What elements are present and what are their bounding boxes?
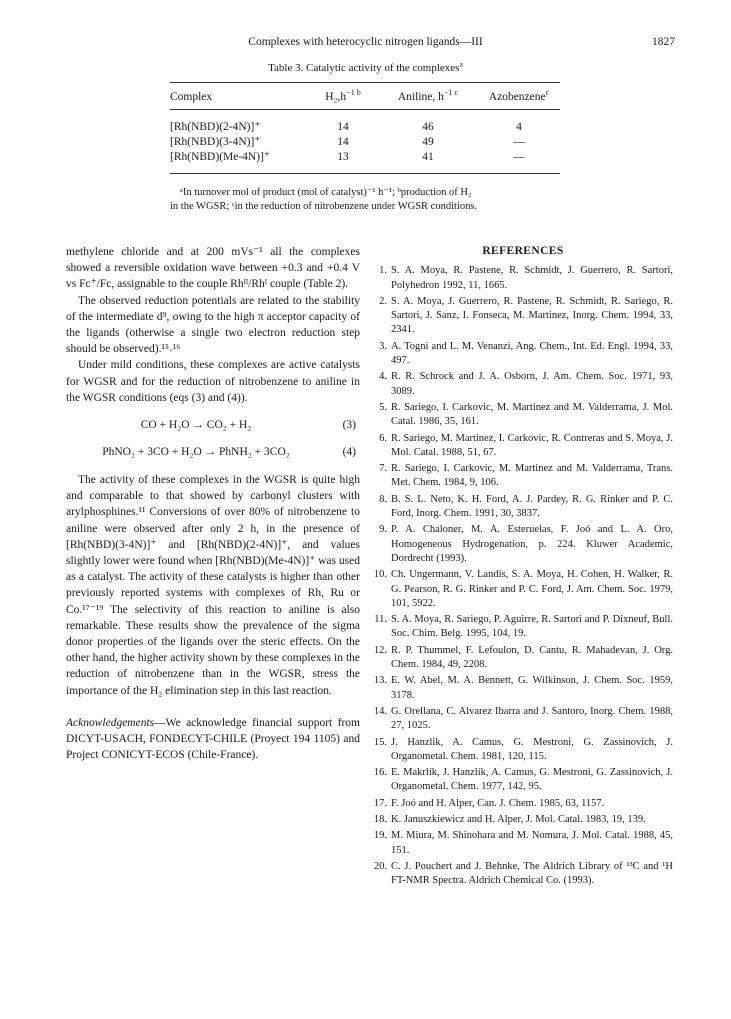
reference-text: A. Togni and L. M. Venanzi, Ang. Chem., Int. Ed. Engl. 1994, 33, 497. bbox=[391, 340, 673, 367]
column-header-azobenzene: Azobenzene$^c$ bbox=[478, 83, 560, 110]
cell-aniline: 49 bbox=[422, 136, 434, 148]
reference-text: E. W. Abel, M. A. Bennett, G. Wilkinson, J. Chem. Soc. 1959, 3178. bbox=[391, 675, 673, 701]
reference-item bbox=[373, 705, 673, 734]
table-header-row bbox=[170, 83, 560, 110]
equation-4 bbox=[66, 439, 360, 466]
reference-item bbox=[373, 860, 673, 889]
cell-h2: 14 bbox=[337, 136, 349, 148]
footnote-line-1: ᵃIn turnover mol of product (mol of catalyst)⁻¹ h⁻¹; ᵇproduction of H₂ bbox=[180, 187, 472, 198]
reference-item bbox=[373, 401, 673, 430]
reference-text: M. Miura, M. Shinohara and M. Nomura, J. Mol. Catal. 1988, 45, 151. bbox=[391, 830, 673, 856]
reference-text: R. R. Schrock and J. A. Osborn, J. Am. Chem. Soc. 1971, 93, 3089. bbox=[391, 371, 673, 397]
reference-number: 13. bbox=[373, 675, 387, 687]
table-footnotes bbox=[170, 186, 570, 214]
reference-text: S. A. Moya, R. Pastene, R. Schmidt, J. Guerrero, R. Sartori, Polyhedron 1992, 11, 1665. bbox=[391, 265, 673, 291]
equation-3-body: CO + H₂O → CO₂ + H₂ bbox=[140, 419, 252, 432]
reference-item bbox=[373, 568, 673, 611]
table-caption bbox=[0, 59, 731, 74]
table-caption-text: Table 3. Catalytic activity of the complexes bbox=[268, 62, 460, 74]
reference-item bbox=[373, 766, 673, 795]
reference-number: 8. bbox=[379, 493, 387, 505]
reference-text: K. Januszkiewicz and H. Alper, J. Mol. Catal. 1983, 19, 139. bbox=[391, 813, 646, 825]
body-paragraph-2: The observed reduction potentials are related to the stability of the intermediate d⁹, owing to the high π acceptor capacity of the ligands (otherwise a single two electron reduction step should be observed).¹⁵˒¹⁶ bbox=[66, 294, 360, 356]
reference-text: C. J. Pouchert and J. Behnke, The Aldrich Library of ¹³C and ¹H FT-NMR Spectra. Aldrich Chemical Co. (1993). bbox=[391, 860, 673, 887]
cell-complex: [Rh(NBD)(2-4N)]⁺ bbox=[170, 121, 261, 133]
reference-number: 18. bbox=[373, 813, 387, 825]
reference-number: 19. bbox=[373, 830, 387, 842]
equation-3-number: (3) bbox=[342, 419, 356, 432]
reference-text: R. Sariego, M. Martinez, I. Carkovic, R. Contreras and S. Moya, J. Mol. Catal. 1988, 51, 67. bbox=[391, 432, 673, 458]
acknowledgements-text: —We acknowledge financial support from DICYT-USACH, FONDECYT-CHILE (Proyect 194 1105) and Project CONICYT-ECOS (Chile-France). bbox=[66, 716, 360, 762]
reference-number: 15. bbox=[373, 736, 387, 748]
acknowledgements-label: Acknowledgements bbox=[66, 716, 155, 729]
reference-text: S. A. Moya, R. Sariego, P. Aguirre, R. Sartori and P. Dixneuf, Bull. Soc. Chim. Belg. 1995, 104, 19. bbox=[391, 614, 673, 640]
body-paragraph-4: The activity of these complexes in the WGSR is quite high and comparable to that showed by carbonyl clusters with arylphosphines.¹¹ Conversions of over 80% of nitrobenzene to aniline were observed after only 2 h, in the presence of [Rh(NBD)(3-4N)]⁺ and [Rh(NBD)(2-4N)]⁺, and values slightly lower were found when [Rh(NBD)(Me-4N)]⁺ was used as a catalyst. The activity of these catalysts is higher than other previously reported systems with complexes of Rh, Ru or Co.¹⁷⁻¹⁹ The selectivity of this reaction to aniline is also remarkable. These results show the prevalence of the sigma donor properties of the ligands over the steric effects. On the other hand, the higher activity shown by these complexes in the reduction of nitrobenzene than in the WGSR, stress the importance of the H₂ elimination step in this last reaction. bbox=[66, 474, 360, 697]
reference-item bbox=[373, 644, 673, 673]
equation-3 bbox=[66, 412, 360, 439]
reference-text: J. Hanzlik, A. Camus, G. Mestroni, G. Zassinovich, J. Organometal. Chem. 1981, 120, 115. bbox=[391, 736, 673, 762]
cell-h2: 14 bbox=[337, 121, 349, 133]
reference-text: P. A. Chaloner, M. A. Esteruelas, F. Joó and L. A. Oro, Homogeneous Hydrogenation, p. 224. Kluwer Academic, Dordrecht (1993). bbox=[391, 524, 673, 564]
body-paragraph-1: methylene chloride and at 200 mVs⁻¹ all the complexes showed a reversible oxidation wave between +0.3 and +0.4 V vs Fc⁺/Fc, assignable to the couple Rhᴵᴵ/Rhᴵ couple (Table 2). bbox=[66, 246, 360, 291]
reference-item bbox=[373, 432, 673, 461]
running-head bbox=[0, 36, 731, 52]
right-column bbox=[373, 244, 673, 890]
reference-item bbox=[373, 813, 673, 827]
reference-text: E. Makrlík, J. Hanzlík, A. Camus, G. Mestroni, G. Zassinovich, J. Organometal. Chem. 1977, 142, 95. bbox=[391, 767, 673, 793]
equation-4-number: (4) bbox=[342, 446, 356, 459]
reference-number: 11. bbox=[374, 614, 387, 626]
cell-h2: 13 bbox=[308, 150, 378, 174]
reference-text: R. Sariego, I. Carkovic, M. Martinez and M. Valderrama, Trans. Met. Chem. 1984, 9, 106. bbox=[391, 463, 673, 489]
table-row bbox=[170, 110, 560, 136]
cell-azobenzene: — bbox=[513, 136, 525, 148]
cell-azobenzene: — bbox=[478, 150, 560, 174]
reference-item bbox=[373, 264, 673, 293]
left-column bbox=[66, 244, 360, 763]
table-caption-mark: a bbox=[459, 59, 463, 69]
reference-item bbox=[373, 370, 673, 399]
running-title: Complexes with heterocyclic nitrogen ligands—III bbox=[248, 36, 483, 48]
reference-number: 5. bbox=[379, 401, 387, 413]
reference-text: S. A. Moya, J. Guerrero, R. Pastene, R. Schmidt, R. Sariego, R. Sartori, J. Sanz, I. Fonseca, M. Martinez, Inorg. Chem. 1994, 33, 2341. bbox=[391, 295, 673, 336]
reference-number: 2. bbox=[379, 295, 387, 307]
column-header-complex: Complex bbox=[170, 83, 308, 110]
table-row bbox=[170, 150, 560, 174]
reference-item bbox=[373, 674, 673, 703]
reference-text: Ch. Ungermann, V. Landis, S. A. Moya, H. Cohen, H. Walker, R. G. Pearson, R. G. Rinker and P. C. Ford, J. Am. Chem. Soc. 1979, 101, 5922. bbox=[391, 569, 673, 609]
reference-number: 14. bbox=[373, 705, 387, 717]
reference-number: 16. bbox=[373, 767, 387, 779]
cell-aniline: 41 bbox=[378, 150, 478, 174]
column-header-h2: $H_2,h^{-1 b}$ bbox=[308, 83, 378, 110]
acknowledgements bbox=[66, 715, 360, 764]
page-number: 1827 bbox=[652, 36, 675, 48]
references-heading: REFERENCES bbox=[482, 245, 564, 257]
reference-item bbox=[373, 797, 673, 811]
column-header-aniline: Aniline, $h^{-1 c}$ bbox=[378, 83, 478, 110]
cell-complex: [Rh(NBD)(3-4N)]⁺ bbox=[170, 136, 261, 148]
reference-text: G. Orellana, C. Alvarez Ibarra and J. Santoro, Inorg. Chem. 1988, 27, 1025. bbox=[391, 705, 673, 732]
catalytic-activity-table bbox=[170, 82, 560, 174]
cell-azobenzene: 4 bbox=[516, 121, 522, 133]
cell-aniline: 46 bbox=[422, 121, 434, 133]
equation-4-body: PhNO₂ + 3CO + H₂O → PhNH₂ + 3CO₂ bbox=[102, 446, 290, 459]
reference-item bbox=[373, 829, 673, 858]
reference-item bbox=[373, 340, 673, 369]
footnote-line-2: in the WGSR; ᶜin the reduction of nitrobenzene under WGSR conditions. bbox=[170, 201, 478, 212]
reference-item bbox=[373, 613, 673, 642]
cell-complex: [Rh(NBD)(Me-4N)]⁺ bbox=[170, 150, 308, 174]
reference-item bbox=[373, 295, 673, 338]
reference-number: 4. bbox=[379, 371, 387, 383]
reference-text: R. Sariego, I. Carkovic, M. Martinez and M. Valderrama, J. Mol. Catal. 1986, 35, 161. bbox=[391, 401, 673, 428]
reference-number: 3. bbox=[379, 340, 387, 352]
reference-number: 6. bbox=[379, 432, 387, 444]
reference-number: 12. bbox=[373, 644, 387, 656]
reference-text: F. Joó and H. Alper, Can. J. Chem. 1985, 63, 1157. bbox=[391, 797, 605, 809]
reference-text: R. P. Thummel, F. Lefoulon, D. Cantu, R. Mahadevan, J. Org. Chem. 1984, 49, 2208. bbox=[391, 644, 673, 671]
reference-item bbox=[373, 462, 673, 491]
reference-text: B. S. L. Neto, K. H. Ford, A. J. Pardey, R. G. Rinker and P. C. Ford, Inorg. Chem. 1991, 30, 3837. bbox=[391, 493, 673, 520]
reference-item bbox=[373, 493, 673, 522]
table-row bbox=[170, 135, 560, 150]
body-paragraph-3: Under mild conditions, these complexes are active catalysts for WGSR and for the reduction of nitrobenzene to aniline in the WGSR conditions (eqs (3) and (4)). bbox=[66, 359, 360, 404]
references-list bbox=[373, 264, 673, 888]
reference-number: 1. bbox=[379, 265, 387, 277]
reference-number: 20. bbox=[373, 860, 387, 872]
reference-number: 9. bbox=[379, 524, 387, 536]
reference-number: 10. bbox=[373, 569, 387, 581]
reference-number: 17. bbox=[373, 797, 387, 809]
reference-item bbox=[373, 523, 673, 566]
reference-number: 7. bbox=[379, 463, 387, 475]
reference-item bbox=[373, 736, 673, 765]
